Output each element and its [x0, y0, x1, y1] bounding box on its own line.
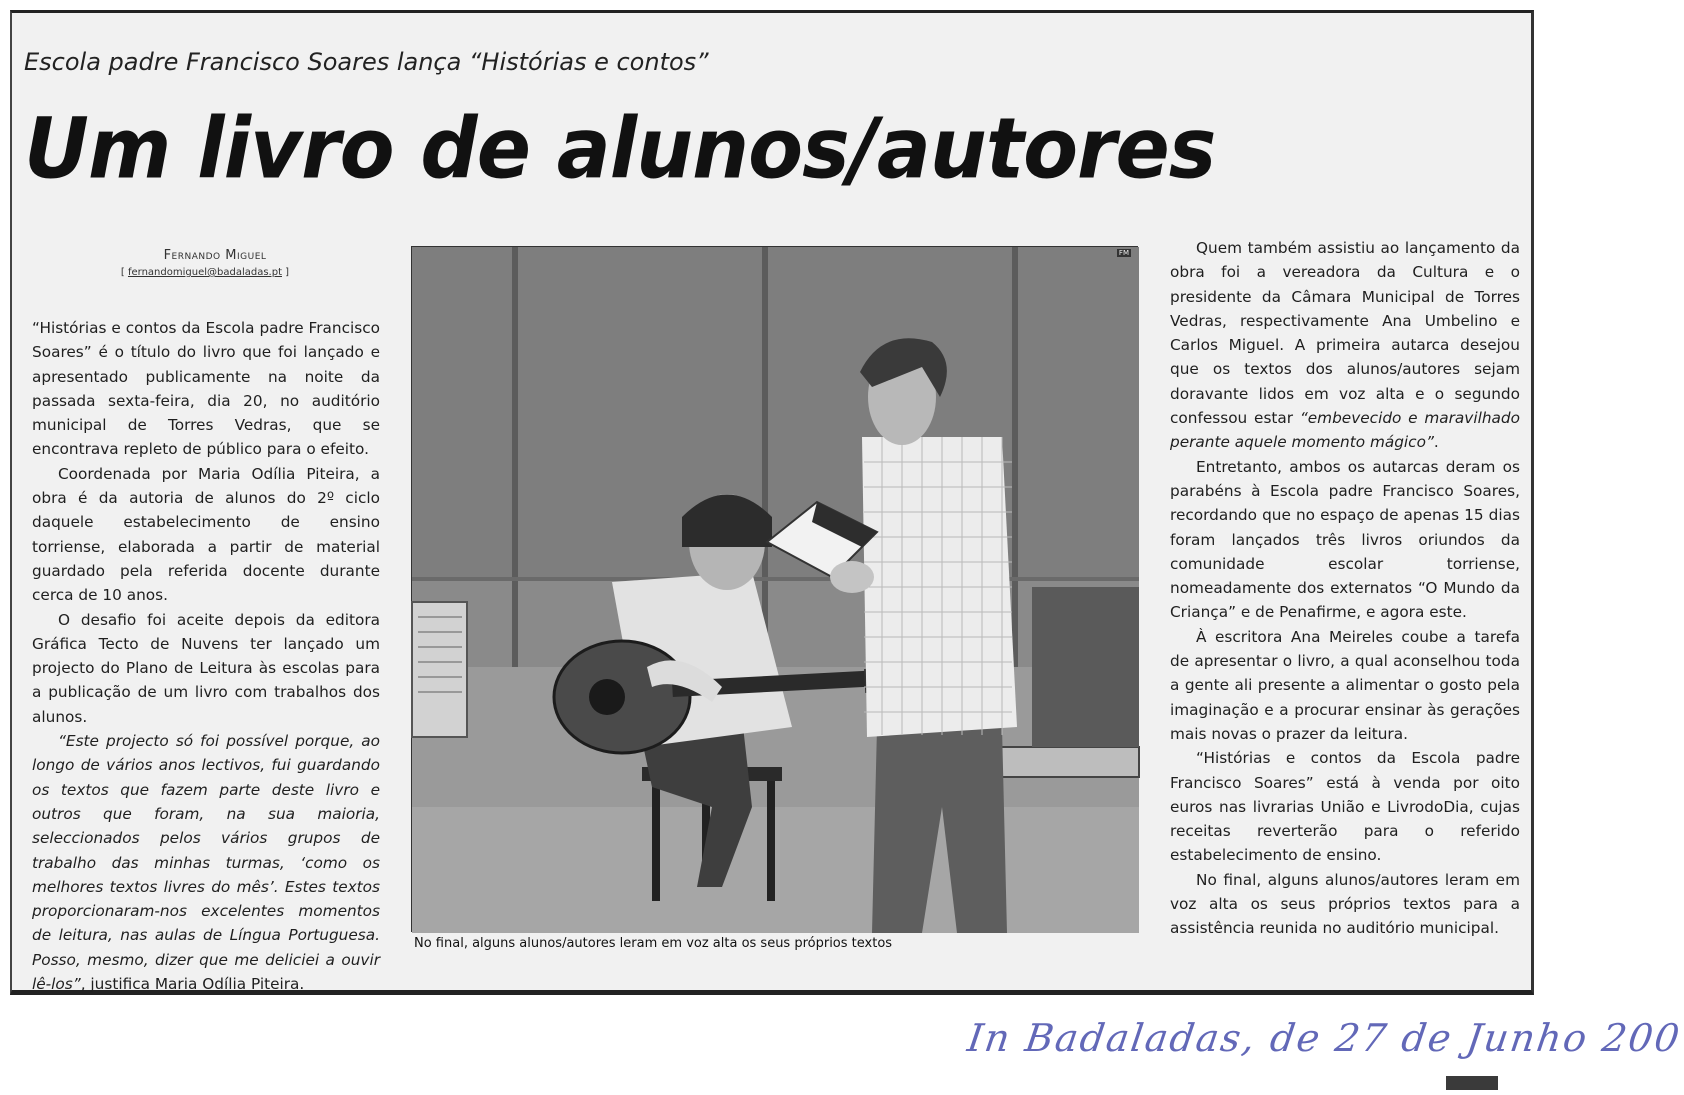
paragraph-text: Quem também assistiu ao lançamento da obra foi a vereadora da Cultura e o presidente da Câmara Municipal de Torres Vedras, respectivamente Ana Umbelino e Carlos Miguel. A primeira autarca desejou que os textos dos alunos/autores sejam doravante lidos em voz alta e o segundo confessou estar [1170, 239, 1520, 428]
paragraph: À escritora Ana Meireles coube a tarefa de apresentar o livro, a qual aconselhou toda a gente ali presente a alimentar o gosto pela imaginação e a procurar ensinar às gerações mais novas o prazer da leitura. [1170, 627, 1520, 743]
email-address: fernandomiguel@badaladas.pt [127, 267, 282, 278]
scan-corner-mark [1446, 1076, 1498, 1090]
photo-caption: No final, alguns alunos/autores leram em voz alta os seus próprios textos [414, 936, 893, 951]
paragraph: “Histórias e contos da Escola padre Francisco Soares” é o título do livro que foi lançado e apresentado publicamente na noite da passada sexta-feira, dia 20, no auditório municipal de Torres Vedras, que se encontrava repleto de público para o efeito. [32, 319, 380, 459]
email-bracket-open: [ [120, 267, 128, 278]
author-email [120, 267, 290, 278]
paragraph: Entretanto, ambos os autarcas deram os parabéns à Escola padre Francisco Soares, recordando que no espaço de apenas 15 dias foram lançados três livros oriundos da comunidade escolar torriense, nomeadamente dos externatos “O Mundo da Criança” e de Penafirme, e agora este. [1170, 457, 1520, 622]
article-kicker: Escola padre Francisco Soares lança “Histórias e contos” [24, 48, 709, 76]
paragraph: Coordenada por Maria Odília Piteira, a obra é da autoria de alunos do 2º ciclo daquele estabelecimento de ensino torriense, elaborada a partir de material guardado pela referida docente durante cerca de 10 anos. [32, 464, 380, 605]
photo-illustration [412, 247, 1139, 933]
paragraph: O desafio foi aceite depois da editora Gráfica Tecto de Nuvens ter lançado um projecto do Plano de Leitura às escolas para a publicação de um livro com trabalhos dos alunos. [32, 610, 380, 726]
article-headline: Um livro de alunos/autores [24, 100, 1216, 198]
photo-credit: FM [1118, 249, 1129, 257]
quote-text: “Este projecto só foi possível porque, ao longo de vários anos lectivos, fui guardando os textos que fazem parte deste livro e outros que foram, na sua maioria, seleccionados pelos vários grupos de trabalho das minhas turmas, ‘como os melhores textos livres do mês’. Estes textos proporcionaram-nos excelentes momentos de leitura, nas aulas de Língua Portuguesa. Posso, mesmo, dizer que me deliciei a ouvir lê-los” [32, 732, 380, 994]
quote-paragraph [32, 729, 380, 996]
paragraph: “Histórias e contos da Escola padre Francisco Soares” está à venda por oito euros nas livrarias União e LivrodoDia, cujas receitas reverterão para o referido estabelecimento de ensino. [1170, 749, 1520, 865]
article-column-left [32, 316, 380, 996]
quote-attribution: , justifica Maria Odília Piteira. [80, 975, 305, 994]
handwritten-source-note: In Badaladas, de 27 de Junho 200 [964, 1016, 1684, 1060]
paragraph [1170, 236, 1520, 455]
author-byline: Fernando Miguel [163, 248, 267, 263]
paragraph-end: . [1433, 433, 1439, 452]
article-column-right [1170, 236, 1520, 941]
paragraph: No final, alguns alunos/autores leram em voz alta os seus próprios textos para a assistência reunida no auditório municipal. [1170, 870, 1520, 938]
quote-text: “embevecido e maravilhado perante aquele momento mágico” [1170, 409, 1520, 452]
email-bracket-close: ] [282, 267, 290, 278]
article-photo [411, 246, 1138, 932]
